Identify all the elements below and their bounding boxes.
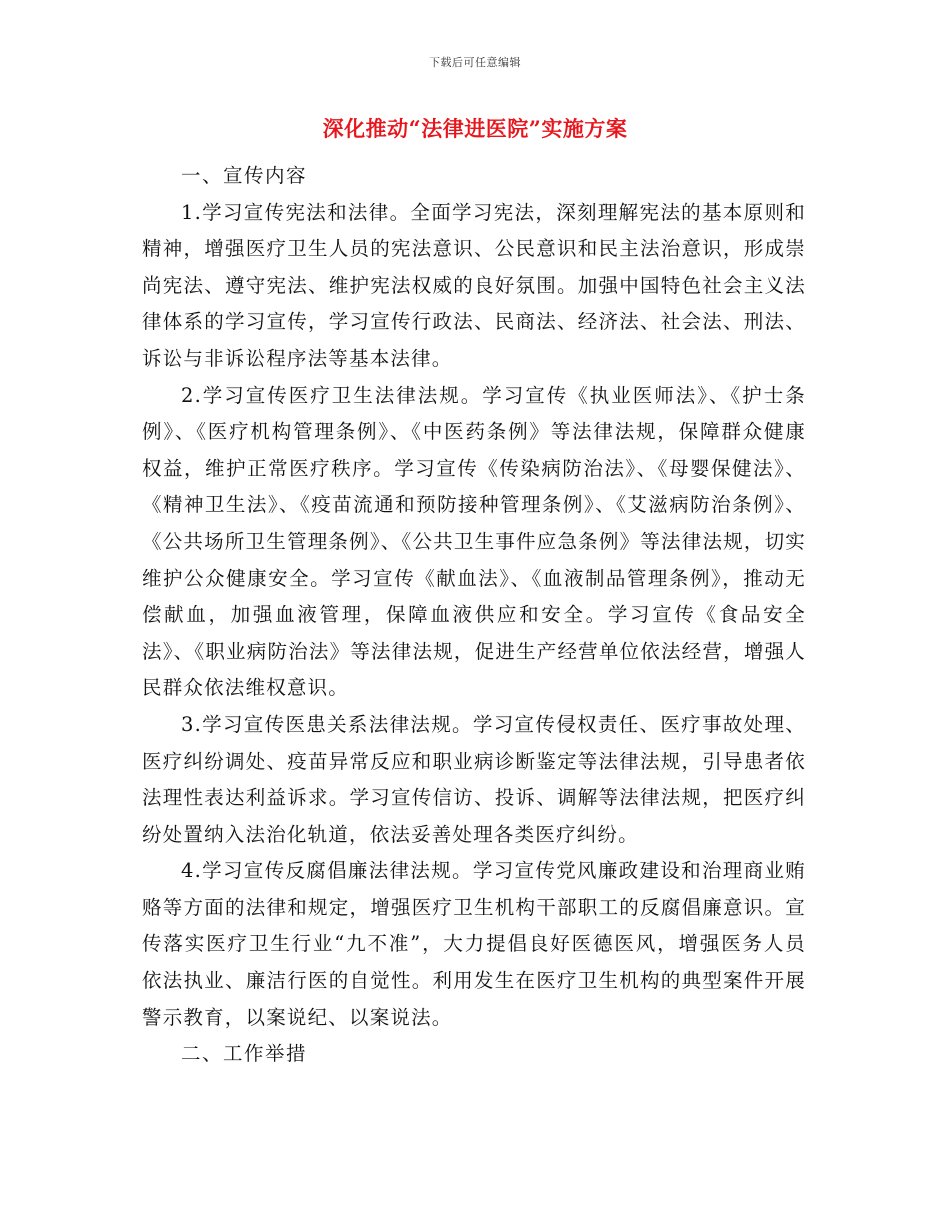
section-heading-work-measures: 二、工作举措	[181, 1042, 308, 1066]
header-note: 下载后可任意编辑	[429, 56, 521, 69]
paragraph-medical-health-law: 2.学习宣传医疗卫生法律法规。学习宣传《执业医师法》、《护士条例》、《医疗机构管理条例》、《中医药条例》等法律法规，保障群众健康权益，维护正常医疗秩序。学习宣传《传染病防治法》、《母婴保健法》、《精神卫生法》、《疫苗流通和预防接种管理条例》、《艾滋病防治条例》、《公共场所卫生管理条例》、《公共卫生事件应急条例》等法律法规，切实维护公众健康安全。学习宣传《献血法》、《血液制品管理条例》，推动无偿献血，加强血液管理，保障血液供应和安全。学习宣传《食品安全法》、《职业病防治法》等法律法规，促进生产经营单位依法经营，增强人民群众依法维权意识。	[142, 383, 806, 700]
paragraph-constitution-and-law: 1.学习宣传宪法和法律。全面学习宪法，深刻理解宪法的基本原则和精神，增强医疗卫生人员的宪法意识、公民意识和民主法治意识，形成崇尚宪法、遵守宪法、维护宪法权威的良好氛围。加强中国特色社会主义法律体系的学习宣传，学习宣传行政法、民商法、经济法、社会法、刑法、诉讼与非诉讼程序法等基本法律。	[142, 200, 806, 370]
paragraph-doctor-patient-law: 3.学习宣传医患关系法律法规。学习宣传侵权责任、医疗事故处理、医疗纠纷调处、疫苗异常反应和职业病诊断鉴定等法律法规，引导患者依法理性表达利益诉求。学习宣传信访、投诉、调解等法律法规，把医疗纠纷处置纳入法治化轨道，依法妥善处理各类医疗纠纷。	[142, 712, 806, 846]
paragraph-anti-corruption-law: 4.学习宣传反腐倡廉法律法规。学习宣传党风廉政建设和治理商业贿赂等方面的法律和规定，增强医疗卫生机构干部职工的反腐倡廉意识。宣传落实医疗卫生行业“九不准”，大力提倡良好医德医风，增强医务人员依法执业、廉洁行医的自觉性。利用发生在医疗卫生机构的典型案件开展警示教育，以案说纪、以案说法。	[142, 859, 806, 1029]
document-title: 深化推动“法律进医院”实施方案	[322, 116, 628, 141]
section-heading-publicity-content: 一、宣传内容	[181, 164, 308, 187]
document-body	[142, 158, 806, 1073]
